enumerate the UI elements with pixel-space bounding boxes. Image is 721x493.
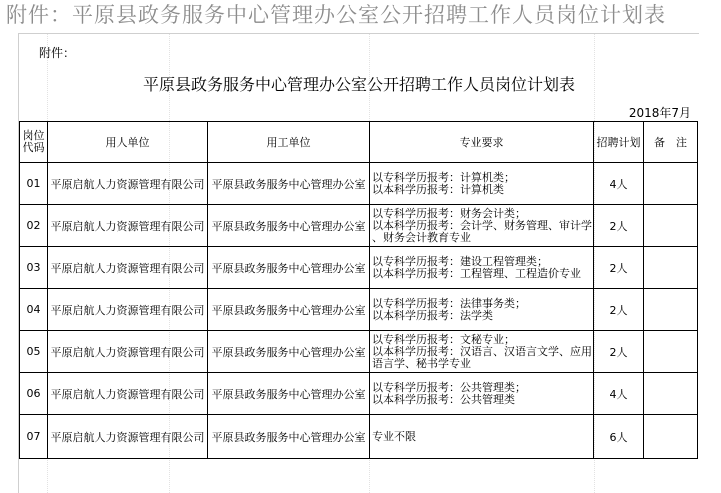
- header-requirement: 专业要求: [370, 122, 594, 163]
- position-code-cell: 07: [20, 415, 48, 459]
- note-cell: [644, 373, 698, 415]
- header-workplace: 用工单位: [208, 122, 370, 163]
- header-note: 备 注: [644, 122, 698, 163]
- header-count: 招聘计划: [594, 122, 644, 163]
- table-row: [20, 247, 698, 289]
- workplace-cell: 平原县政务服务中心管理办公室: [208, 205, 370, 247]
- position-code-cell: 05: [20, 331, 48, 373]
- requirement-cell: [370, 415, 594, 459]
- table-row: [20, 373, 698, 415]
- spreadsheet-area: [18, 33, 699, 493]
- requirement-cell: [370, 247, 594, 289]
- header-position-code: 岗位代码: [20, 122, 48, 163]
- requirement-line: 以本科学历报考：工程管理、工程造价专业: [372, 266, 581, 280]
- requirement-line: 以本科学历报考：法学类: [372, 308, 493, 322]
- employer-cell: 平原启航人力资源管理有限公司: [48, 331, 208, 373]
- position-code-cell: 01: [20, 163, 48, 205]
- employer-cell: 平原启航人力资源管理有限公司: [48, 415, 208, 459]
- note-cell: [644, 289, 698, 331]
- table-row: [20, 331, 698, 373]
- table-row: [20, 163, 698, 205]
- requirement-cell: [370, 163, 594, 205]
- table-row: [20, 205, 698, 247]
- note-cell: [644, 331, 698, 373]
- workplace-cell: 平原县政务服务中心管理办公室: [208, 373, 370, 415]
- requirement-cell: [370, 205, 594, 247]
- note-cell: [644, 163, 698, 205]
- count-cell: 2人: [594, 289, 644, 331]
- requirement-line: 以专科学历报考：公共管理类；: [372, 380, 526, 394]
- position-code-cell: 06: [20, 373, 48, 415]
- position-code-cell: 03: [20, 247, 48, 289]
- table-body: [20, 163, 698, 459]
- table-title: 平原县政务服务中心管理办公室公开招聘工作人员岗位计划表: [142, 75, 575, 94]
- table-row: [20, 289, 698, 331]
- requirement-line: 以本科学历报考：汉语言、汉语言文学、应用: [372, 344, 592, 358]
- employer-cell: 平原启航人力资源管理有限公司: [48, 247, 208, 289]
- note-cell: [644, 205, 698, 247]
- requirement-line: 专业不限: [372, 429, 416, 443]
- table-row: [20, 415, 698, 459]
- attachment-label: 附件：: [39, 46, 76, 60]
- requirement-line: 以专科学历报考：计算机类；: [372, 170, 515, 184]
- note-cell: [644, 415, 698, 459]
- count-cell: 4人: [594, 163, 644, 205]
- count-cell: 2人: [594, 247, 644, 289]
- employer-cell: 平原启航人力资源管理有限公司: [48, 289, 208, 331]
- requirement-line: 、财务会计教育专业: [372, 230, 471, 244]
- position-plan-table: [19, 121, 698, 459]
- requirement-line: 以专科学历报考：法律事务类；: [372, 296, 526, 310]
- workplace-cell: 平原县政务服务中心管理办公室: [208, 415, 370, 459]
- position-code-cell: 02: [20, 205, 48, 247]
- workplace-cell: 平原县政务服务中心管理办公室: [208, 331, 370, 373]
- table-date: 2018年7月: [628, 106, 691, 120]
- requirement-line: 以专科学历报考：文秘专业；: [372, 332, 515, 346]
- requirement-line: 以本科学历报考：公共管理类: [372, 392, 515, 406]
- count-cell: 6人: [594, 415, 644, 459]
- requirement-cell: [370, 289, 594, 331]
- count-cell: 2人: [594, 205, 644, 247]
- note-cell: [644, 247, 698, 289]
- requirement-cell: [370, 373, 594, 415]
- position-code-cell: 04: [20, 289, 48, 331]
- count-cell: 4人: [594, 373, 644, 415]
- requirement-line: 以本科学历报考：会计学、财务管理、审计学: [372, 218, 592, 232]
- requirement-line: 以本科学历报考：计算机类: [372, 182, 504, 196]
- requirement-line: 以专科学历报考：财务会计类；: [372, 206, 526, 220]
- page-heading: 附件：平原县政务服务中心管理办公室公开招聘工作人员岗位计划表: [6, 3, 666, 27]
- employer-cell: 平原启航人力资源管理有限公司: [48, 163, 208, 205]
- requirement-line: 以专科学历报考：建设工程管理类；: [372, 254, 548, 268]
- employer-cell: 平原启航人力资源管理有限公司: [48, 205, 208, 247]
- table-header-row: [20, 122, 698, 163]
- requirement-line: 语言学、秘书学专业: [372, 356, 471, 370]
- workplace-cell: 平原县政务服务中心管理办公室: [208, 289, 370, 331]
- workplace-cell: 平原县政务服务中心管理办公室: [208, 247, 370, 289]
- workplace-cell: 平原县政务服务中心管理办公室: [208, 163, 370, 205]
- requirement-cell: [370, 331, 594, 373]
- header-employer: 用人单位: [48, 122, 208, 163]
- employer-cell: 平原启航人力资源管理有限公司: [48, 373, 208, 415]
- count-cell: 2人: [594, 331, 644, 373]
